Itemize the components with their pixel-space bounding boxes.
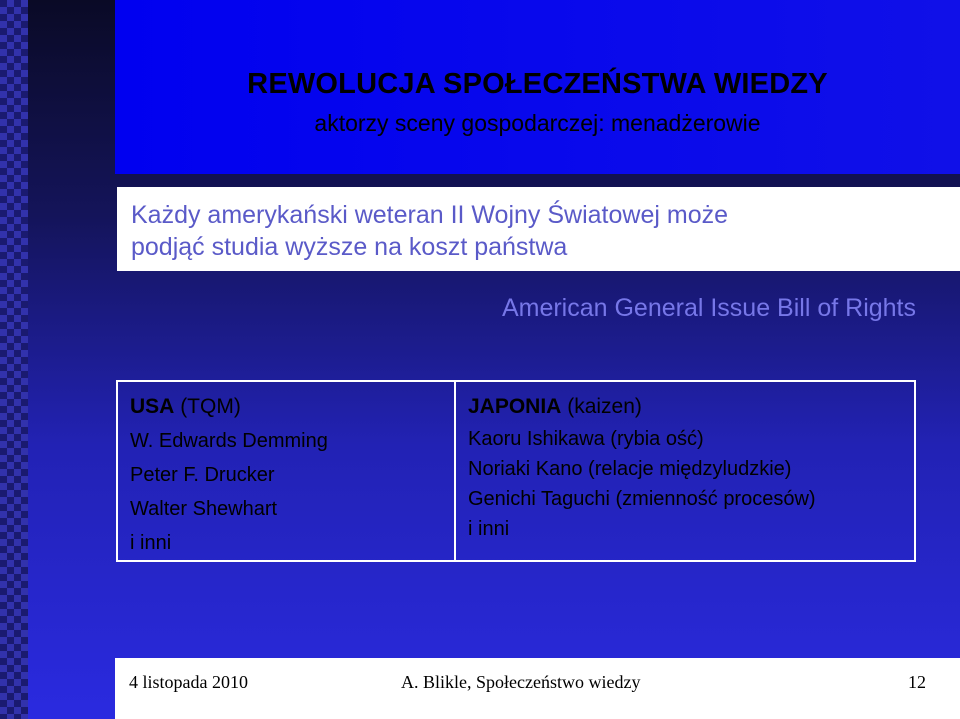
japan-country: JAPONIA [468, 395, 562, 418]
footer-author: A. Blikle, Społeczeństwo wiedzy [401, 672, 641, 692]
decorative-checker-strip [0, 0, 28, 719]
highlight-line-2: podjąć studia wyższe na koszt państwa [131, 233, 568, 261]
japan-person: i inni [468, 518, 510, 540]
page-number: 12 [908, 672, 926, 692]
japan-person: Kaoru Ishikawa (rybia ość) [468, 428, 704, 450]
usa-heading [130, 394, 454, 420]
japan-person: Noriaki Kano (relacje międzyludzkie) [468, 458, 792, 480]
usa-person: i inni [130, 532, 172, 554]
bill-of-rights-label: American General Issue Bill of Rights [501, 294, 916, 322]
highlight-box [117, 187, 960, 271]
japan-person: Genichi Taguchi (zmienność procesów) [468, 488, 816, 510]
slide-title: REWOLUCJA SPOŁECZEŃSTWA WIEDZY [247, 68, 828, 100]
usa-method: (TQM) [180, 395, 241, 418]
japan-column [456, 382, 914, 560]
usa-column [118, 382, 456, 560]
usa-person: Walter Shewhart [130, 498, 278, 520]
slide-subtitle: aktorzy sceny gospodarczej: menadżerowie [314, 110, 761, 136]
highlight-text [131, 199, 728, 263]
usa-person: Peter F. Drucker [130, 464, 275, 486]
footer-date: 4 listopada 2010 [129, 672, 248, 692]
title-panel [115, 0, 960, 174]
japan-method: (kaizen) [567, 395, 642, 418]
comparison-table [116, 380, 916, 562]
highlight-line-1: Każdy amerykański weteran II Wojny Światowej może [131, 201, 728, 229]
usa-country: USA [130, 395, 175, 418]
slide-footer [115, 658, 960, 719]
japan-heading [468, 394, 914, 420]
usa-person: W. Edwards Demming [130, 430, 328, 452]
